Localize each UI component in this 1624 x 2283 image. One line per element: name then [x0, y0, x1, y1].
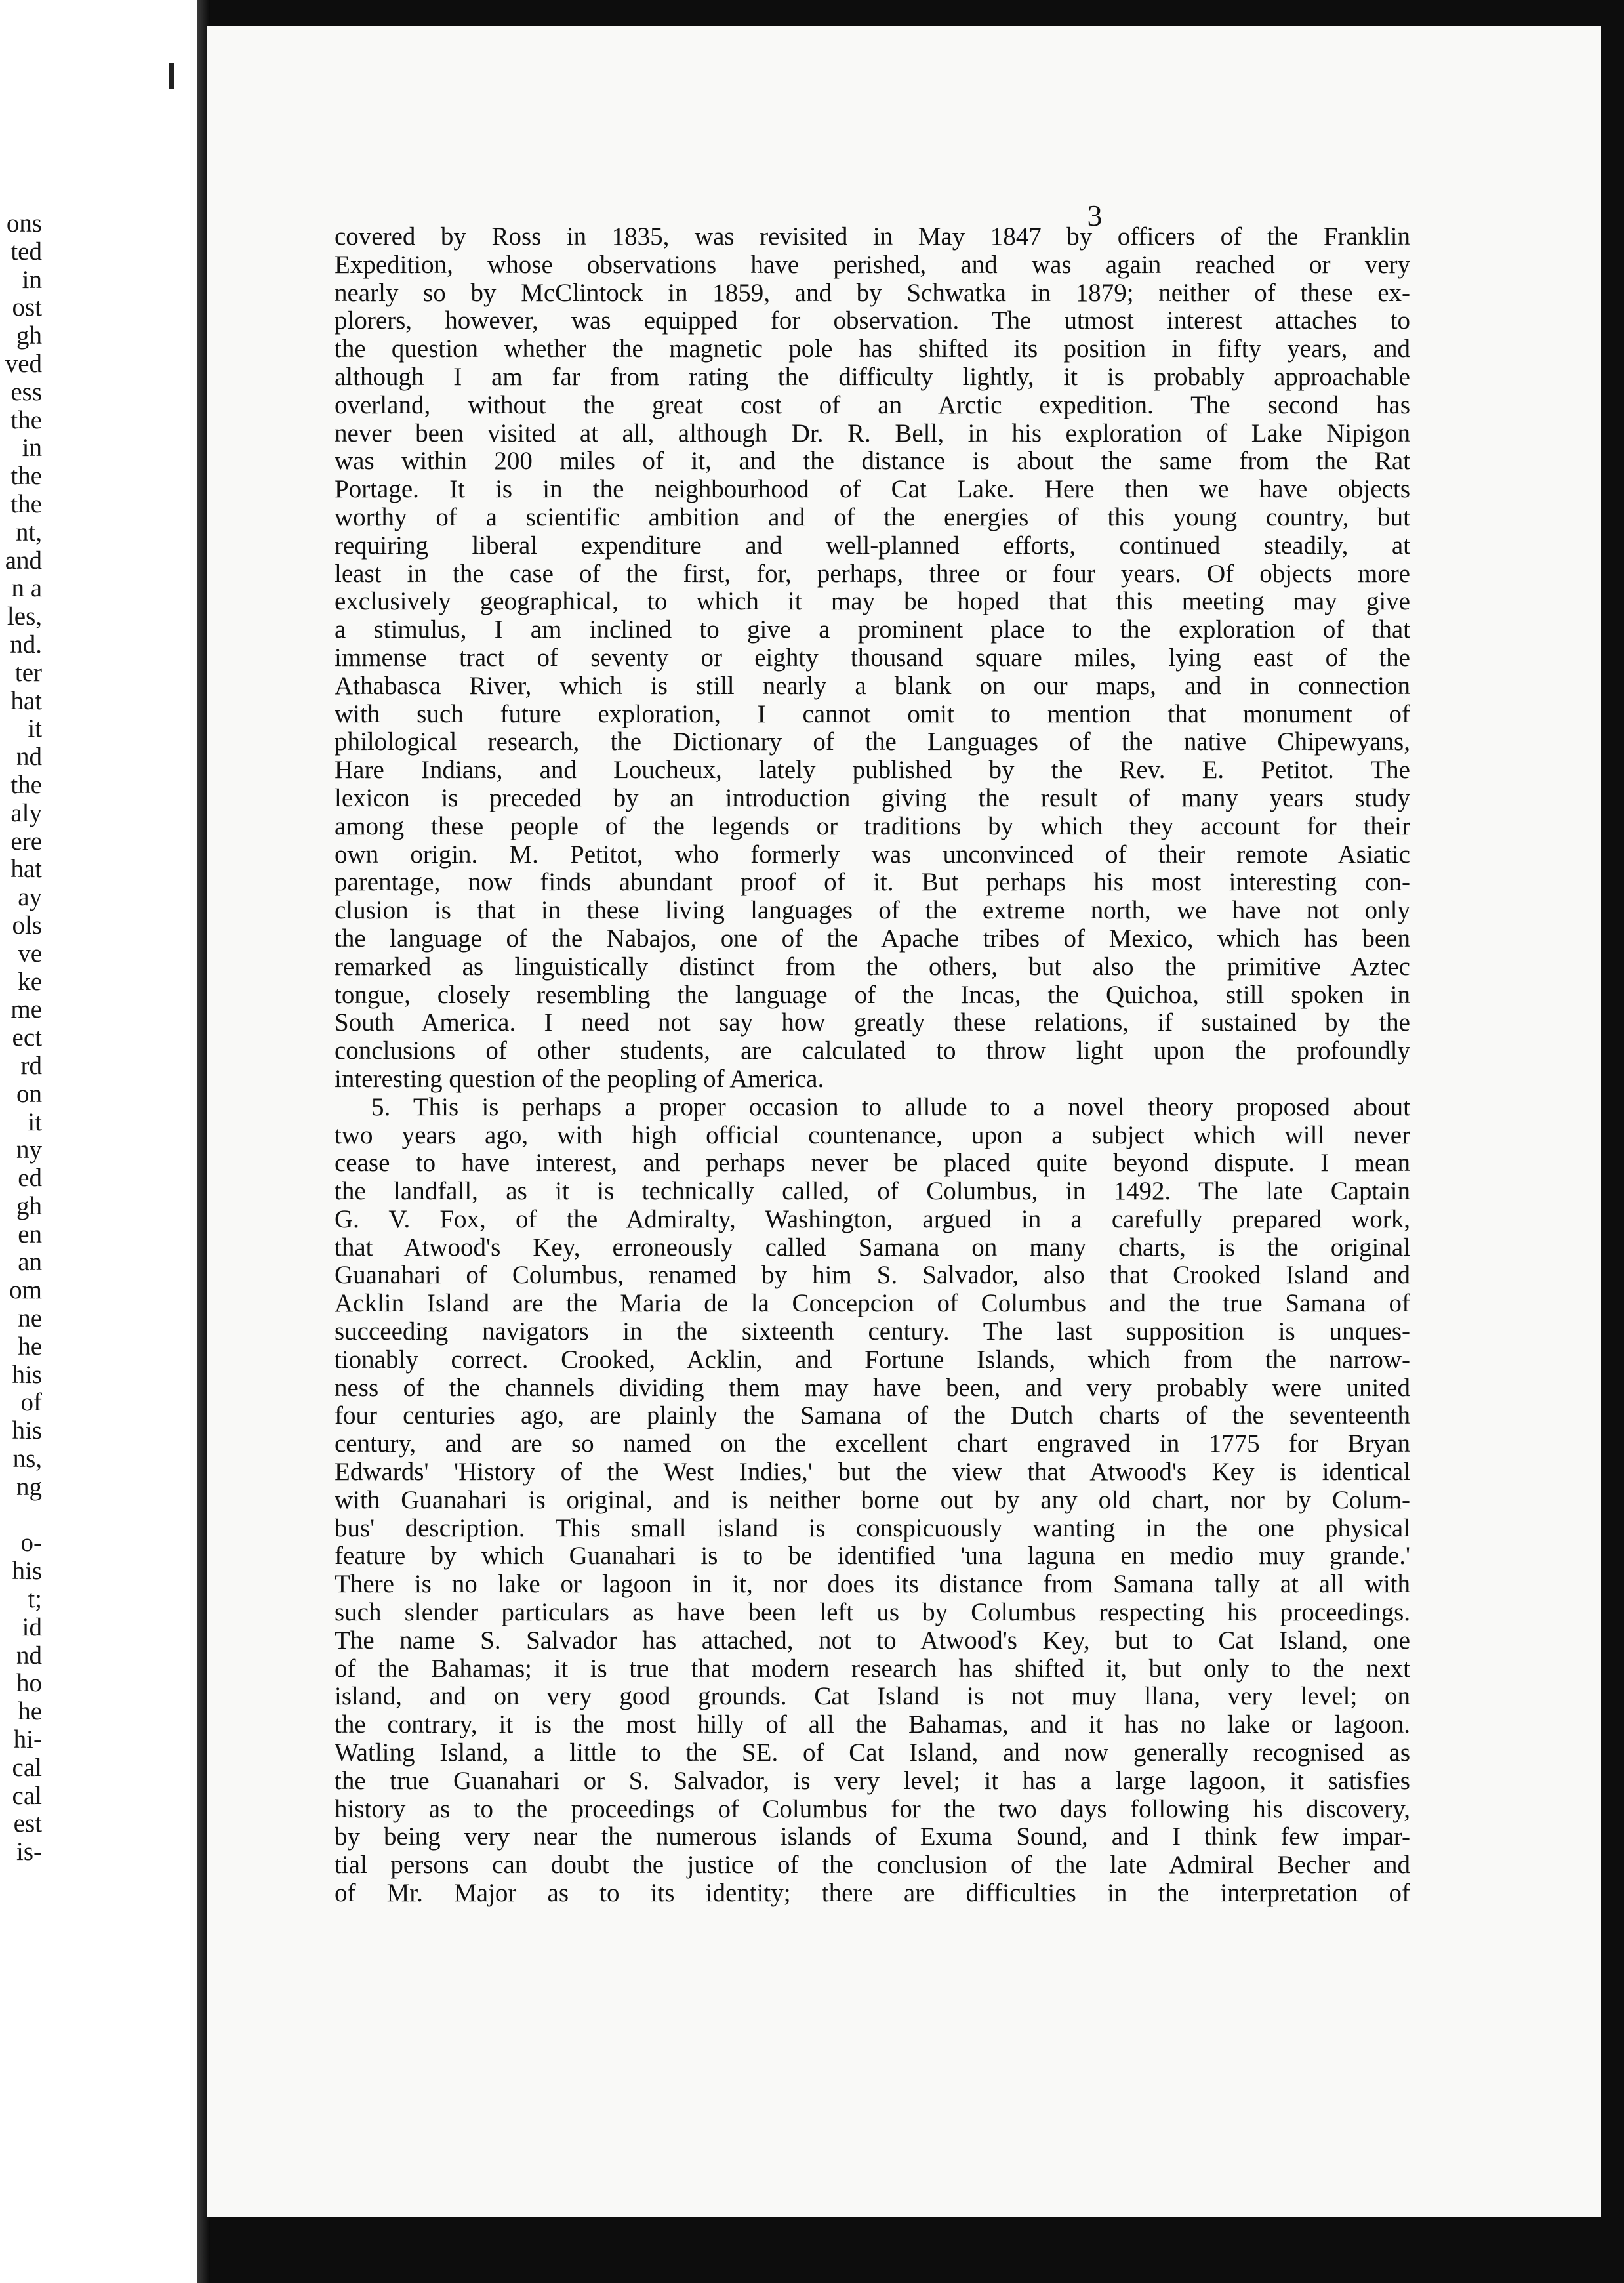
text-line: Guanahari of Columbus, renamed by him S. Salvador, also that Crooked Island and	[335, 1262, 1410, 1290]
facing-page-fragment: aly	[10, 799, 42, 827]
facing-page-fragment: he	[18, 1698, 42, 1726]
facing-page-fragment: ny	[16, 1136, 42, 1164]
facing-page-fragment: ess	[10, 378, 42, 406]
facing-page-fragment: and	[5, 546, 42, 575]
facing-page-fragment: nd	[16, 743, 42, 771]
facing-page-fragment: ter	[14, 659, 42, 687]
text-line: lexicon is preceded by an introduction giving the result of many years study	[335, 784, 1410, 812]
facing-page-fragment: the	[10, 771, 42, 799]
facing-page-fragment: ne	[18, 1305, 42, 1333]
text-line: conclusions of other students, are calculated to throw light upon the profoundly	[335, 1037, 1410, 1065]
facing-page-fragment: his	[12, 1557, 42, 1586]
facing-page-fragment: nd.	[10, 630, 42, 659]
text-line: by being very near the numerous islands of Exuma Sound, and I think few impar-	[335, 1823, 1410, 1851]
text-line: never been visited at all, although Dr. R. Bell, in his exploration of Lake Nipigon	[335, 419, 1410, 447]
facing-page-fragment: les,	[7, 603, 42, 631]
text-line: with Guanahari is original, and is neither borne out by any old chart, nor by Colum-	[335, 1486, 1410, 1514]
facing-page-text-fragments	[0, 210, 42, 1866]
facing-page-fragment: ns,	[12, 1445, 42, 1473]
text-line: the question whether the magnetic pole has shifted its position in fifty years, and	[335, 335, 1410, 363]
text-line: remarked as linguistically distinct from the others, but also the primitive Aztec	[335, 953, 1410, 981]
facing-page-fragment: hi-	[13, 1726, 42, 1754]
facing-page-fragment: ere	[10, 827, 42, 855]
facing-page-fragment: rd	[20, 1052, 42, 1080]
text-line: own origin. M. Petitot, who formerly was unconvinced of their remote Asiatic	[335, 840, 1410, 869]
text-line: 5. This is perhaps a proper occasion to allude to a novel theory proposed about	[371, 1093, 1410, 1121]
text-line: of Mr. Major as to its identity; there are difficulties in the interpretation of	[335, 1880, 1410, 1908]
text-line: parentage, now finds abundant proof of it. But perhaps his most interesting con-	[335, 869, 1410, 897]
text-line: Edwards' 'History of the West Indies,' but the view that Atwood's Key is identical	[335, 1458, 1410, 1487]
facing-page-fragment: gh	[16, 1192, 42, 1220]
text-line: Hare Indians, and Loucheux, lately published by the Rev. E. Petitot. The	[335, 756, 1410, 785]
text-line: overland, without the great cost of an Arctic expedition. The second has	[335, 391, 1410, 419]
facing-page-fragment: ay	[18, 884, 42, 912]
facing-page-fragment: n a	[11, 575, 42, 603]
facing-page-fragment: ve	[18, 939, 42, 968]
text-line: cease to have interest, and perhaps never be placed quite beyond dispute. I mean	[335, 1149, 1410, 1178]
facing-page-fragment: ons	[6, 210, 42, 237]
text-line: the true Guanahari or S. Salvador, is very level; it has a large lagoon, it satisfies	[335, 1767, 1410, 1795]
text-line: two years ago, with high official countenance, upon a subject which will never	[335, 1121, 1410, 1149]
text-line: nearly so by McClintock in 1859, and by Schwatka in 1879; neither of these ex-	[335, 279, 1410, 307]
text-line: Watling Island, a little to the SE. of Cat Island, and now generally recognised as	[335, 1739, 1410, 1767]
facing-page-fragment: on	[16, 1080, 42, 1108]
text-line: G. V. Fox, of the Admiralty, Washington, argued in a carefully prepared work,	[335, 1205, 1410, 1233]
text-line: century, and are so named on the excellent chart engraved in 1775 for Bryan	[335, 1430, 1410, 1458]
text-line: the language of the Nabajos, one of the Apache tribes of Mexico, which has been	[335, 924, 1410, 953]
text-line: covered by Ross in 1835, was revisited in May 1847 by officers of the Franklin	[335, 223, 1410, 251]
text-line: philological research, the Dictionary of the Languages of the native Chipewyans,	[335, 728, 1410, 756]
text-line: feature by which Guanahari is to be identified 'una laguna en medio muy grande.'	[335, 1542, 1410, 1571]
facing-page-fragment: hat	[10, 687, 42, 715]
text-line: history as to the proceedings of Columbus for the two days following his discovery,	[335, 1795, 1410, 1823]
text-line: plorers, however, was equipped for observation. The utmost interest attaches to	[335, 307, 1410, 335]
facing-page-fragment: an	[18, 1248, 42, 1277]
facing-page-fragment: he	[18, 1332, 42, 1361]
facing-page-fragment: ols	[12, 911, 42, 939]
facing-page-fragment: ho	[16, 1670, 42, 1698]
text-line: immense tract of seventy or eighty thousand square miles, lying east of the	[335, 644, 1410, 672]
text-line: the landfall, as it is technically called, of Columbus, in 1492. The late Captain	[335, 1178, 1410, 1206]
text-line: Expedition, whose observations have perished, and was again reached or very	[335, 251, 1410, 279]
text-line: among these people of the legends or traditions by which they account for their	[335, 812, 1410, 840]
facing-page-fragment: me	[10, 996, 42, 1024]
facing-page-fragment: is-	[16, 1838, 42, 1866]
text-line: of the Bahamas; it is true that modern research has shifted it, but only to the next	[335, 1655, 1410, 1683]
facing-page-fragment: it	[28, 715, 42, 743]
text-line: tionably correct. Crooked, Acklin, and Fortune Islands, which from the narrow-	[335, 1346, 1410, 1374]
facing-page-fragment: ved	[5, 350, 42, 378]
facing-page-fragment: nt,	[15, 518, 42, 546]
text-line: exclusively geographical, to which it may be hoped that this meeting may give	[335, 588, 1410, 616]
facing-page-fragment: en	[18, 1220, 42, 1248]
facing-page-fragment: the	[10, 406, 42, 434]
facing-page-fragment: ke	[18, 968, 42, 996]
text-line: bus' description. This small island is conspicuously wanting in the one physical	[335, 1514, 1410, 1542]
text-line: a stimulus, I am inclined to give a prominent place to the exploration of that	[335, 616, 1410, 644]
facing-page-fragment: gh	[16, 322, 42, 350]
facing-page-fragment: in	[22, 266, 42, 294]
facing-page-fragment: in	[22, 434, 42, 463]
text-line: four centuries ago, are plainly the Samana of the Dutch charts of the seventeenth	[335, 1402, 1410, 1430]
text-line: worthy of a scientific ambition and of the energies of this young country, but	[335, 503, 1410, 531]
text-line: succeeding navigators in the sixteenth century. The last supposition is unques-	[335, 1318, 1410, 1346]
page-number: 3	[1087, 199, 1103, 232]
facing-page-fragment: om	[9, 1277, 42, 1305]
text-line: tongue, closely resembling the language of the Incas, the Quichoa, still spoken in	[335, 981, 1410, 1009]
text-line: The name S. Salvador has attached, not to Atwood's Key, but to Cat Island, one	[335, 1626, 1410, 1655]
text-line: was within 200 miles of it, and the distance is about the same from the Rat	[335, 447, 1410, 476]
text-line: the contrary, it is the most hilly of all the Bahamas, and it has no lake or lagoon.	[335, 1711, 1410, 1739]
facing-page-fragment: ng	[16, 1473, 42, 1501]
facing-page-fragment: id	[22, 1613, 42, 1641]
text-line: Portage. It is in the neighbourhood of Cat Lake. Here then we have objects	[335, 476, 1410, 504]
facing-page-fragment: the	[10, 463, 42, 491]
facing-page-fragment: est	[13, 1810, 42, 1838]
facing-page-fragment: of	[20, 1389, 42, 1417]
text-line: with such future exploration, I cannot omit to mention that monument of	[335, 700, 1410, 728]
facing-page	[0, 0, 197, 2283]
facing-page-fragment: o-	[20, 1529, 42, 1557]
text-line: Athabasca River, which is still nearly a blank on our maps, and in connection	[335, 672, 1410, 700]
facing-page-fragment: ost	[12, 294, 42, 322]
text-line: requiring liberal expenditure and well-planned efforts, continued steadily, at	[335, 531, 1410, 560]
facing-page-fragment: his	[12, 1417, 42, 1445]
facing-page-fragment: t;	[28, 1586, 42, 1614]
text-line: interesting question of the peopling of America.	[335, 1065, 824, 1093]
facing-page-fragment: hat	[10, 855, 42, 884]
text-line: South America. I need not say how greatly these relations, if sustained by the	[335, 1009, 1410, 1037]
facing-page-fragment: his	[12, 1361, 42, 1389]
facing-page-fragment: the	[10, 490, 42, 518]
text-line: clusion is that in these living languages of the extreme north, we have not only	[335, 897, 1410, 925]
facing-page-fragment: ed	[18, 1164, 42, 1193]
body-text	[335, 223, 1410, 1908]
text-line: tial persons can doubt the justice of the conclusion of the late Admiral Becher and	[335, 1851, 1410, 1880]
text-line: although I am far from rating the difficulty lightly, it is probably approachable	[335, 363, 1410, 391]
text-line: ness of the channels dividing them may have been, and very probably were united	[335, 1374, 1410, 1402]
facing-page-fragment	[0, 1502, 42, 1530]
facing-page-fragment: ted	[10, 237, 42, 266]
text-line: such slender particulars as have been left us by Columbus respecting his proceedings.	[335, 1599, 1410, 1627]
text-line: island, and on very good grounds. Cat Island is not muy llana, very level; on	[335, 1683, 1410, 1711]
facing-page-fragment: cal	[12, 1754, 42, 1782]
facing-page-fragment: ect	[12, 1024, 42, 1052]
text-line: There is no lake or lagoon in it, nor does its distance from Samana tally at all with	[335, 1571, 1410, 1599]
facing-page-fragment: cal	[12, 1782, 42, 1810]
text-line: Acklin Island are the Maria de la Concepcion of Columbus and the true Samana of	[335, 1290, 1410, 1318]
text-line: least in the case of the first, for, perhaps, three or four years. Of objects more	[335, 560, 1410, 588]
facing-page-fragment: it	[28, 1108, 42, 1136]
margin-mark	[169, 63, 174, 89]
text-line: that Atwood's Key, erroneously called Samana on many charts, is the original	[335, 1233, 1410, 1262]
facing-page-fragment: nd	[16, 1641, 42, 1670]
